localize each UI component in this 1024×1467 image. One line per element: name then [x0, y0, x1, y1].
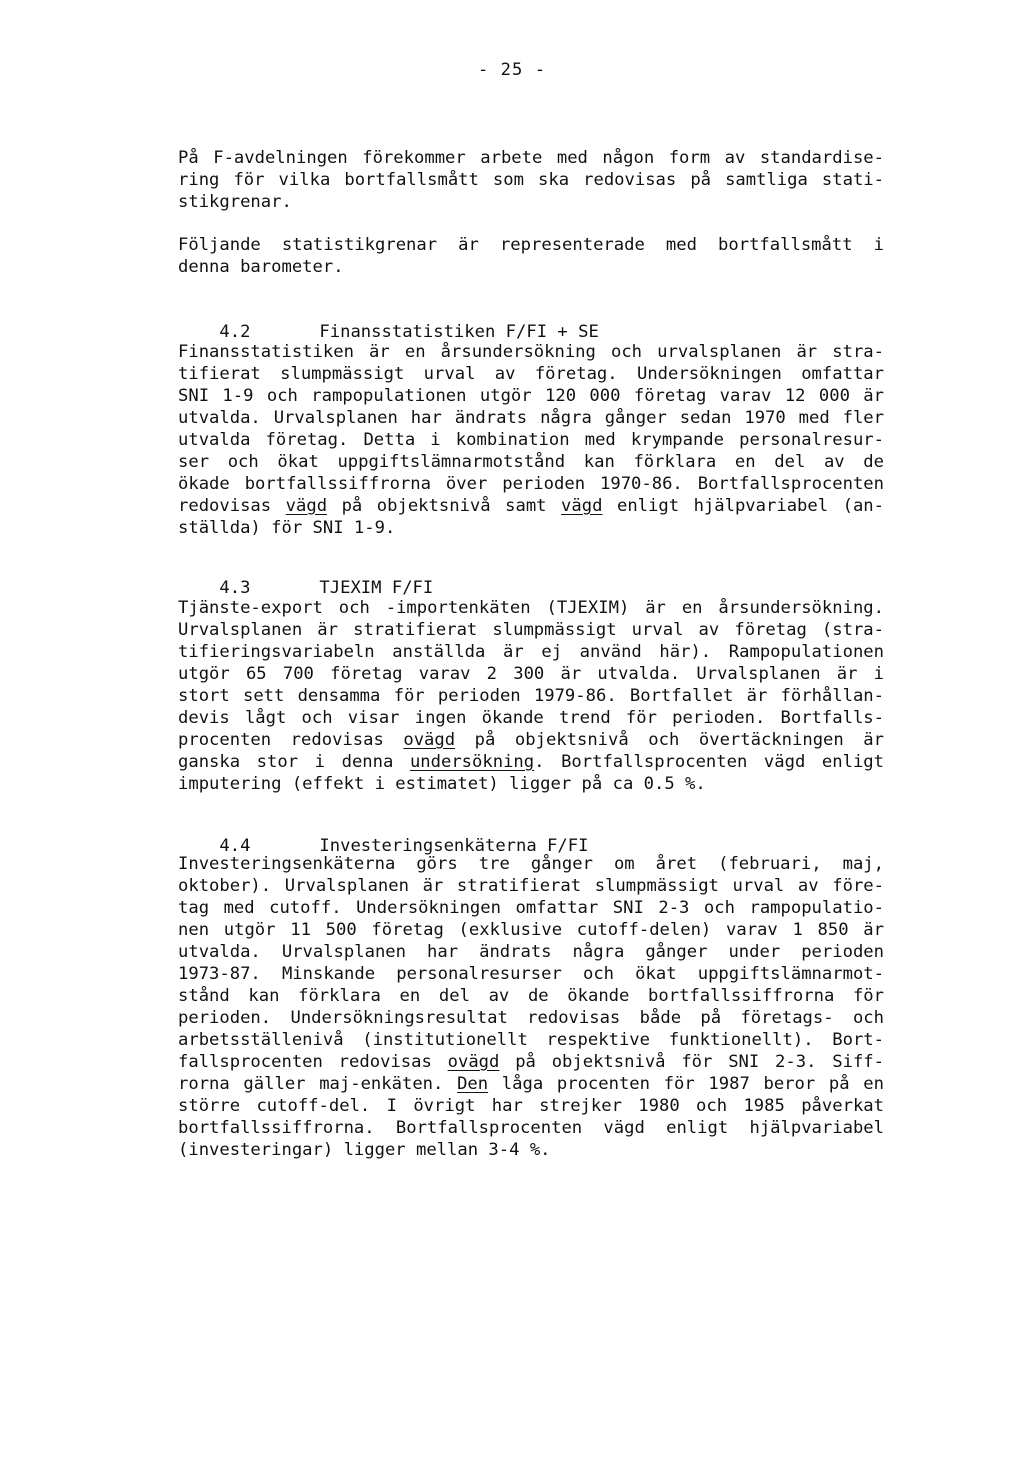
text-line: fallsprocenten redovisas ovägd på objektsnivå för SNI 2-3. Siff-: [178, 1052, 884, 1072]
text-line: imputering (effekt i estimatet) ligger på ca 0.5 %.: [178, 774, 706, 794]
text-line: tifierat slumpmässigt urval av företag. Undersökningen omfattar: [178, 364, 884, 384]
text-line: oktober). Urvalsplanen är stratifierat slumpmässigt urval av före-: [178, 876, 884, 896]
text-line: rorna gäller maj-enkäten. Den låga procenten för 1987 beror på en: [178, 1074, 884, 1094]
page-number: - 25 -: [477, 60, 547, 80]
text-line: Tjänste-export och -importenkäten (TJEXIM) är en årsundersökning.: [178, 598, 884, 618]
underlined-word: vägd: [561, 496, 603, 516]
text-line: tifieringsvariabeln anställda är ej använd här). Rampopulationen: [178, 642, 884, 662]
section-4-4-paragraph: [178, 853, 884, 1161]
text-line: tag med cutoff. Undersökningen omfattar SNI 2-3 och rampopulatio-: [178, 898, 884, 918]
text-line: utgör 65 700 företag varav 2 300 är utvalda. Urvalsplanen är i: [178, 664, 884, 684]
text-line: ganska stor i denna undersökning. Bortfallsprocenten vägd enligt: [178, 752, 884, 772]
text-line: större cutoff-del. I övrigt har strejker 1980 och 1985 påverkat: [178, 1096, 884, 1116]
intro-paragraph-2: [178, 234, 884, 278]
underlined-word: ovägd: [403, 730, 456, 750]
underlined-word: Den: [457, 1074, 489, 1094]
text-line: stikgrenar.: [178, 192, 292, 212]
text-line: redovisas vägd på objektsnivå samt vägd enligt hjälpvariabel (an-: [178, 496, 884, 516]
text-line: arbetsställenivå (institutionellt respektive funktionellt). Bort-: [178, 1030, 884, 1050]
underlined-word: vägd: [285, 496, 328, 516]
text-line: SNI 1-9 och rampopulationen utgör 120 000 företag varav 12 000 är: [178, 386, 884, 406]
section-number: 4.3: [219, 578, 251, 598]
section-number: 4.4: [219, 836, 251, 856]
text-line: På F-avdelningen förekommer arbete med någon form av standardise-: [178, 148, 884, 168]
text-line: 1973-87. Minskande personalresurser och ökat uppgiftslämnarmot-: [178, 964, 884, 984]
underlined-word: ovägd: [447, 1052, 500, 1072]
text-line: bortfallssiffrorna. Bortfallsprocenten vägd enligt hjälpvariabel: [178, 1118, 884, 1138]
section-title: Finansstatistiken F/FI + SE: [319, 322, 599, 342]
text-line: ställda) för SNI 1-9.: [178, 518, 396, 538]
text-line: utvalda. Urvalsplanen har ändrats några gånger sedan 1970 med fler: [178, 408, 884, 428]
text-line: (investeringar) ligger mellan 3-4 %.: [178, 1140, 551, 1160]
text-line: Finansstatistiken är en årsundersökning och urvalsplanen är stra-: [178, 342, 884, 362]
section-title: TJEXIM F/FI: [319, 578, 434, 598]
text-line: procenten redovisas ovägd på objektsnivå och övertäckningen är: [178, 730, 884, 750]
text-line: stånd kan förklara en del av de ökande bortfallssiffrorna för: [178, 986, 884, 1006]
text-line: Följande statistikgrenar är representerade med bortfallsmått i: [178, 235, 884, 255]
section-4-3-paragraph: [178, 597, 884, 795]
text-line: ring för vilka bortfallsmått som ska redovisas på samtliga stati-: [178, 170, 884, 190]
intro-paragraph-1: [178, 147, 884, 213]
section-number: 4.2: [219, 322, 251, 342]
text-line: ökade bortfallssiffrorna över perioden 1970-86. Bortfallsprocenten: [178, 474, 884, 494]
text-line: devis lågt och visar ingen ökande trend för perioden. Bortfalls-: [178, 708, 884, 728]
text-line: ser och ökat uppgiftslämnarmotstånd kan förklara en del av de: [178, 452, 884, 472]
text-line: nen utgör 11 500 företag (exklusive cutoff-delen) varav 1 850 är: [178, 920, 884, 940]
text-line: denna barometer.: [178, 257, 344, 277]
text-line: Investeringsenkäterna görs tre gånger om året (februari, maj,: [178, 854, 884, 874]
text-line: utvalda företag. Detta i kombination med krympande personalresur-: [178, 430, 884, 450]
section-4-2-paragraph: [178, 341, 884, 539]
text-line: utvalda. Urvalsplanen har ändrats några gånger under perioden: [178, 942, 884, 962]
text-line: Urvalsplanen är stratifierat slumpmässigt urval av företag (stra-: [178, 620, 884, 640]
underlined-word: undersökning: [409, 752, 535, 772]
text-line: stort sett densamma för perioden 1979-86. Bortfallet är förhållan-: [178, 686, 884, 706]
section-title: Investeringsenkäterna F/FI: [319, 836, 589, 856]
text-line: perioden. Undersökningsresultat redovisas både på företags- och: [178, 1008, 884, 1028]
